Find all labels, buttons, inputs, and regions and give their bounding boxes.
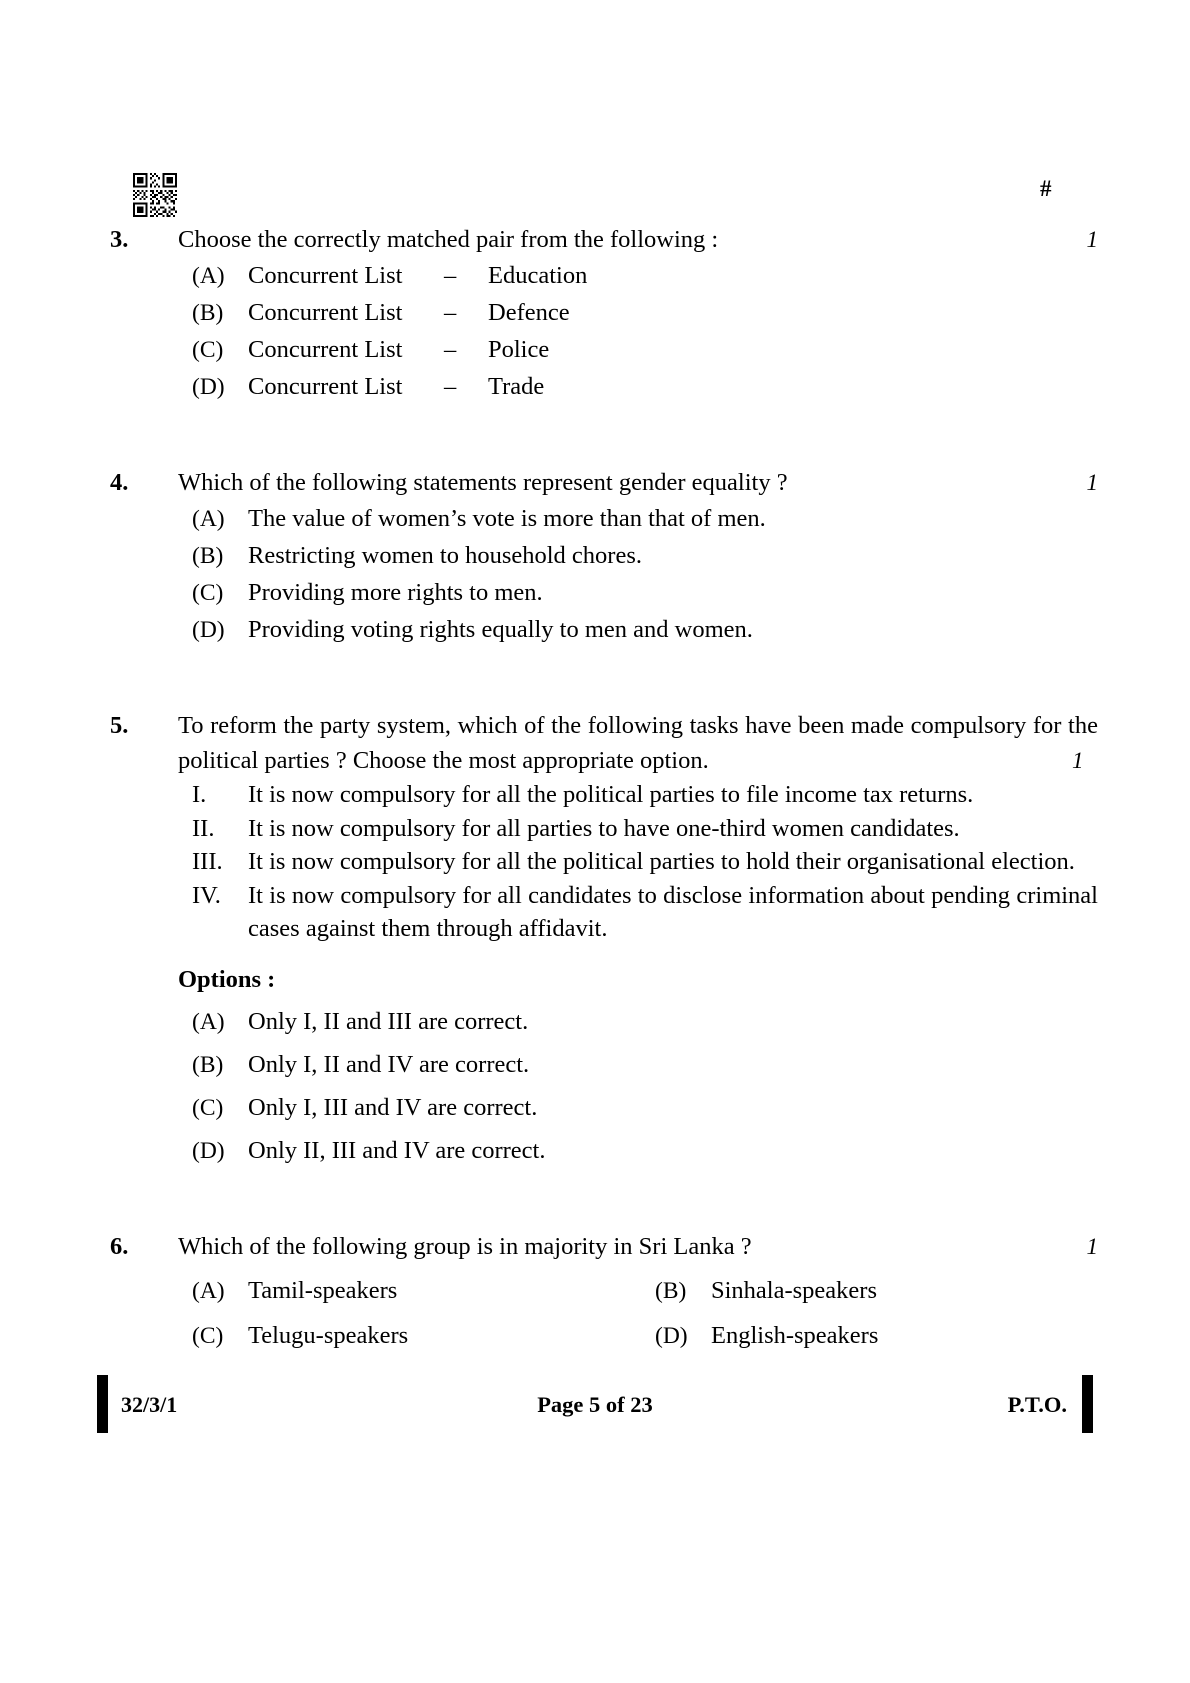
option-b[interactable] xyxy=(178,295,1098,331)
option-text xyxy=(248,369,1098,404)
pair-dash: – xyxy=(444,262,457,289)
question-5 xyxy=(0,708,1190,1169)
option-text: Providing more rights to men. xyxy=(248,579,543,606)
statement-iii xyxy=(178,845,1098,879)
question-stem-text: Which of the following statements represent gender equality ? xyxy=(178,469,788,496)
question-number: 4. xyxy=(110,469,129,496)
page-header xyxy=(0,168,1190,228)
option-text: English-speakers xyxy=(711,1321,879,1349)
option-letter: (D) xyxy=(192,374,225,400)
option-text: Only I, II and III are correct. xyxy=(248,1007,529,1035)
option-text xyxy=(248,332,1098,367)
pair-dash: – xyxy=(444,336,457,363)
option-letter: (C) xyxy=(192,337,224,363)
question-number: 5. xyxy=(110,712,129,739)
page-footer xyxy=(0,1375,1190,1435)
statement-ii xyxy=(178,812,1098,846)
pair-right-term: Trade xyxy=(488,373,545,400)
page-number: Page 5 of 23 xyxy=(537,1392,653,1417)
option-text: Only I, III and IV are correct. xyxy=(248,1093,538,1121)
option-letter: (C) xyxy=(192,1322,224,1349)
option-letter: (A) xyxy=(192,1008,225,1035)
option-letter: (A) xyxy=(192,263,225,289)
option-b[interactable] xyxy=(178,1047,1098,1083)
pair-dash: – xyxy=(444,299,457,326)
statement-iv xyxy=(178,879,1098,946)
option-d[interactable] xyxy=(178,1133,1098,1169)
option-text xyxy=(248,295,1098,330)
question-3 xyxy=(0,222,1190,405)
option-text xyxy=(248,258,1098,293)
option-text: Only I, II and IV are correct. xyxy=(248,1050,530,1078)
pair-left-term: Concurrent List xyxy=(248,299,403,326)
option-letter: (D) xyxy=(655,1322,688,1349)
option-a[interactable] xyxy=(178,258,1098,294)
question-stem xyxy=(178,708,1098,778)
option-letter: (B) xyxy=(655,1277,687,1304)
pair-right-term: Police xyxy=(488,336,550,363)
option-b[interactable] xyxy=(645,1273,1098,1309)
qr-code-icon xyxy=(133,173,177,217)
statement-numeral: I. xyxy=(192,781,207,808)
statement-list xyxy=(178,778,1098,946)
question-stem xyxy=(178,1229,1098,1264)
option-c[interactable] xyxy=(178,332,1098,368)
marks-value: 1 xyxy=(1086,227,1098,252)
option-c[interactable] xyxy=(178,1090,1098,1126)
option-d[interactable] xyxy=(178,612,1098,648)
spacer xyxy=(0,435,1190,465)
question-stem-text: Choose the correctly matched pair from the following : xyxy=(178,226,719,253)
option-text: Sinhala-speakers xyxy=(711,1276,877,1304)
statement-i xyxy=(178,778,1098,812)
option-letter: (C) xyxy=(192,580,224,606)
statement-text: It is now compulsory for all the political parties to file income tax returns. xyxy=(248,781,974,808)
option-letter: (B) xyxy=(192,543,224,569)
option-text: Only II, III and IV are correct. xyxy=(248,1136,546,1164)
option-c[interactable] xyxy=(178,575,1098,611)
option-letter: (B) xyxy=(192,1051,224,1078)
option-list xyxy=(178,501,1098,648)
option-letter: (D) xyxy=(192,617,225,643)
option-list xyxy=(178,1004,1098,1169)
option-letter: (C) xyxy=(192,1094,224,1121)
question-stem xyxy=(178,222,1098,257)
question-4 xyxy=(0,465,1190,648)
option-text: Telugu-speakers xyxy=(248,1321,409,1349)
option-text: Tamil-speakers xyxy=(248,1276,398,1304)
option-list xyxy=(178,258,1098,405)
marks-value: 1 xyxy=(1086,470,1098,495)
pair-dash: – xyxy=(444,373,457,400)
pair-right-term: Defence xyxy=(488,299,570,326)
pair-left-term: Concurrent List xyxy=(248,262,403,289)
statement-text: It is now compulsory for all parties to have one-third women candidates. xyxy=(248,814,960,842)
option-text: Providing voting rights equally to men and women. xyxy=(248,616,753,643)
marks-value: 1 xyxy=(1072,748,1084,773)
question-stem-text: Which of the following group is in majority in Sri Lanka ? xyxy=(178,1232,752,1260)
option-b[interactable] xyxy=(178,538,1098,574)
question-number: 6. xyxy=(110,1232,129,1260)
footer-bar-right xyxy=(1082,1375,1093,1433)
option-d[interactable] xyxy=(645,1318,1098,1354)
option-letter: (A) xyxy=(192,1277,225,1304)
option-a[interactable] xyxy=(192,1273,645,1309)
paper-code: 32/3/1 xyxy=(121,1392,178,1417)
statement-text: It is now compulsory for all the political parties to hold their organisational election. xyxy=(248,848,1075,875)
spacer xyxy=(0,1199,1190,1229)
option-a[interactable] xyxy=(178,1004,1098,1040)
question-stem-text: To reform the party system, which of the following tasks have been made compulsory for the political parties ? Choose the most appropriate option. xyxy=(178,712,1098,774)
statement-numeral: III. xyxy=(192,848,223,875)
option-a[interactable] xyxy=(178,501,1098,537)
question-stem xyxy=(178,465,1098,500)
option-text: Restricting women to household chores. xyxy=(248,542,642,569)
statement-numeral: IV. xyxy=(192,881,221,909)
spacer xyxy=(0,678,1190,708)
option-d[interactable] xyxy=(178,369,1098,405)
option-letter: (D) xyxy=(192,1137,225,1164)
marks-value: 1 xyxy=(1086,1233,1098,1259)
hash-mark: # xyxy=(1040,176,1052,201)
option-letter: (A) xyxy=(192,506,225,532)
option-text: The value of women’s vote is more than that of men. xyxy=(248,505,766,532)
option-grid xyxy=(178,1264,1098,1354)
pair-right-term: Education xyxy=(488,262,588,289)
options-label: Options : xyxy=(178,965,276,993)
option-letter: (B) xyxy=(192,300,224,326)
pto-label: P.T.O. xyxy=(1007,1392,1067,1417)
question-6 xyxy=(0,1229,1190,1354)
option-c[interactable] xyxy=(192,1318,645,1354)
question-number: 3. xyxy=(110,226,129,253)
pair-left-term: Concurrent List xyxy=(248,373,403,400)
pair-left-term: Concurrent List xyxy=(248,336,403,363)
questions-container xyxy=(0,222,1190,1384)
statement-numeral: II. xyxy=(192,814,215,842)
statement-text: It is now compulsory for all candidates to disclose information about pending criminal cases against them through affidavit. xyxy=(248,881,1098,942)
